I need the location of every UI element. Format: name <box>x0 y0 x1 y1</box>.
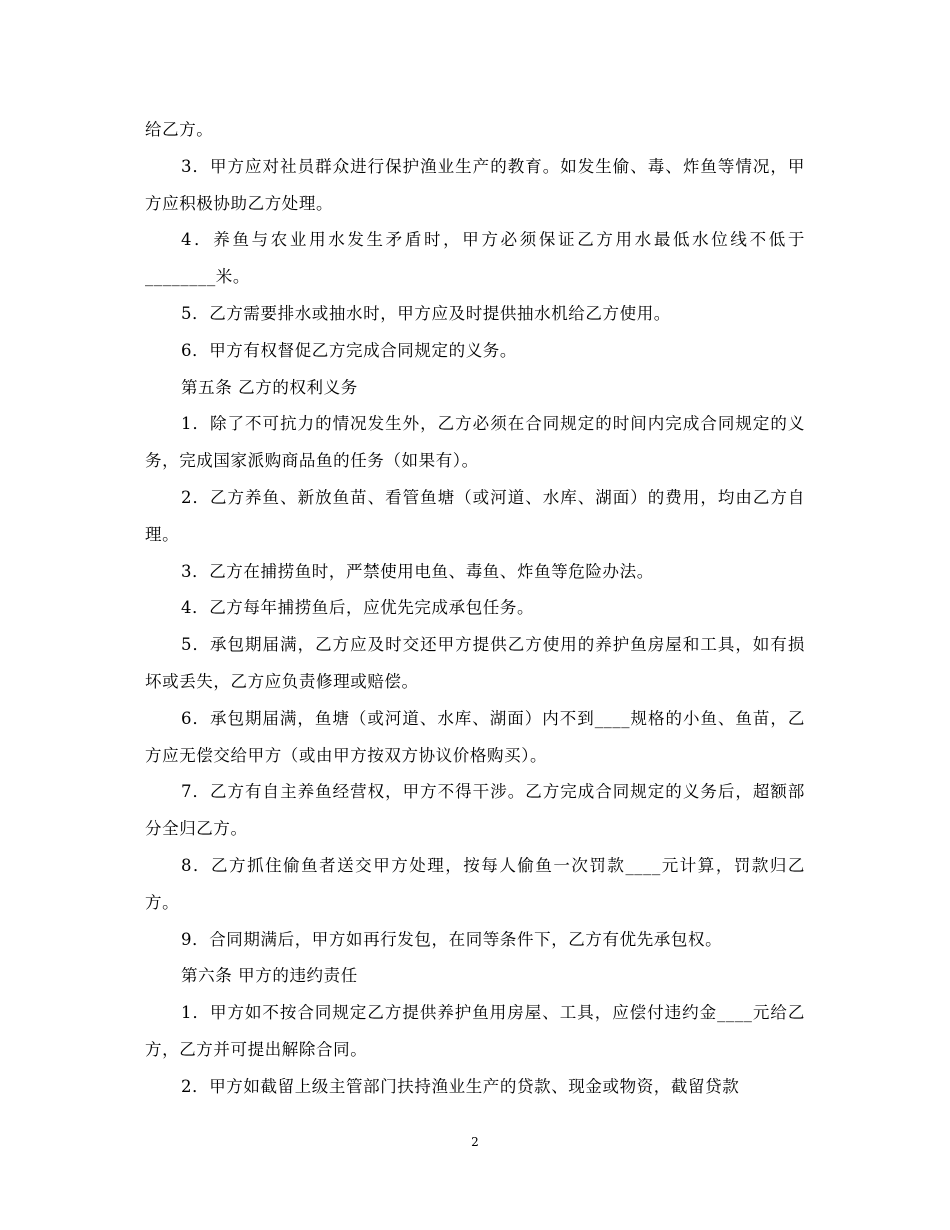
paragraph-clause-5-7: 7．乙方有自主养鱼经营权，甲方不得干涉。乙方完成合同规定的义务后，超额部分全归乙方。 <box>145 782 805 839</box>
document-body <box>145 112 805 1106</box>
paragraph-clause-4-4: 4．养鱼与农业用水发生矛盾时，甲方必须保证乙方用水最低水位线不低于________米。 <box>145 230 805 287</box>
paragraph-clause-5-6: 6．承包期届满，鱼塘（或河道、水库、湖面）内不到____规格的小鱼、鱼苗，乙方应无偿交给甲方（或由甲方按双方协议价格购买）。 <box>145 708 805 765</box>
paragraph-continuation: 给乙方。 <box>145 120 214 139</box>
paragraph-clause-5-9: 9．合同期满后，甲方如再行发包，在同等条件下，乙方有优先承包权。 <box>181 929 723 949</box>
paragraph-clause-5-5: 5．承包期届满，乙方应及时交还甲方提供乙方使用的养护鱼房屋和工具，如有损坏或丢失，乙方应负责修理或赔偿。 <box>145 635 805 691</box>
paragraph-clause-6-1: 1．甲方如不按合同规定乙方提供养护鱼用房屋、工具，应偿付违约金____元给乙方，乙方并可提出解除合同。 <box>145 1003 805 1059</box>
paragraph-clause-4-6: 6．甲方有权督促乙方完成合同规定的义务。 <box>181 340 517 360</box>
paragraph-clause-5-4: 4．乙方每年捕捞鱼后，应优先完成承包任务。 <box>181 598 535 618</box>
paragraph-clause-6-2: 2．甲方如截留上级主管部门扶持渔业生产的贷款、现金或物资，截留贷款 <box>181 1076 740 1096</box>
paragraph-clause-5-2: 2．乙方养鱼、新放鱼苗、看管鱼塘（或河道、水库、湖面）的费用，均由乙方自理。 <box>145 487 805 544</box>
paragraph-clause-5-1: 1．除了不可抗力的情况发生外，乙方必须在合同规定的时间内完成合同规定的义务，完成国家派购商品鱼的任务（如果有）。 <box>145 414 805 471</box>
section-heading-article-6: 第六条 甲方的违约责任 <box>181 966 358 986</box>
paragraph-clause-4-5: 5．乙方需要排水或抽水时，甲方应及时提供抽水机给乙方使用。 <box>181 303 671 323</box>
paragraph-clause-4-3: 3．甲方应对社员群众进行保护渔业生产的教育。如发生偷、毒、炸鱼等情况，甲方应积极协助乙方处理。 <box>145 156 805 213</box>
paragraph-clause-5-8: 8．乙方抓住偷鱼者送交甲方处理，按每人偷鱼一次罚款____元计算，罚款归乙方。 <box>145 855 805 912</box>
section-heading-article-5: 第五条 乙方的权利义务 <box>181 377 358 397</box>
page-number: 2 <box>471 1135 479 1149</box>
paragraph-clause-5-3: 3．乙方在捕捞鱼时，严禁使用电鱼、毒鱼、炸鱼等危险办法。 <box>181 561 654 581</box>
